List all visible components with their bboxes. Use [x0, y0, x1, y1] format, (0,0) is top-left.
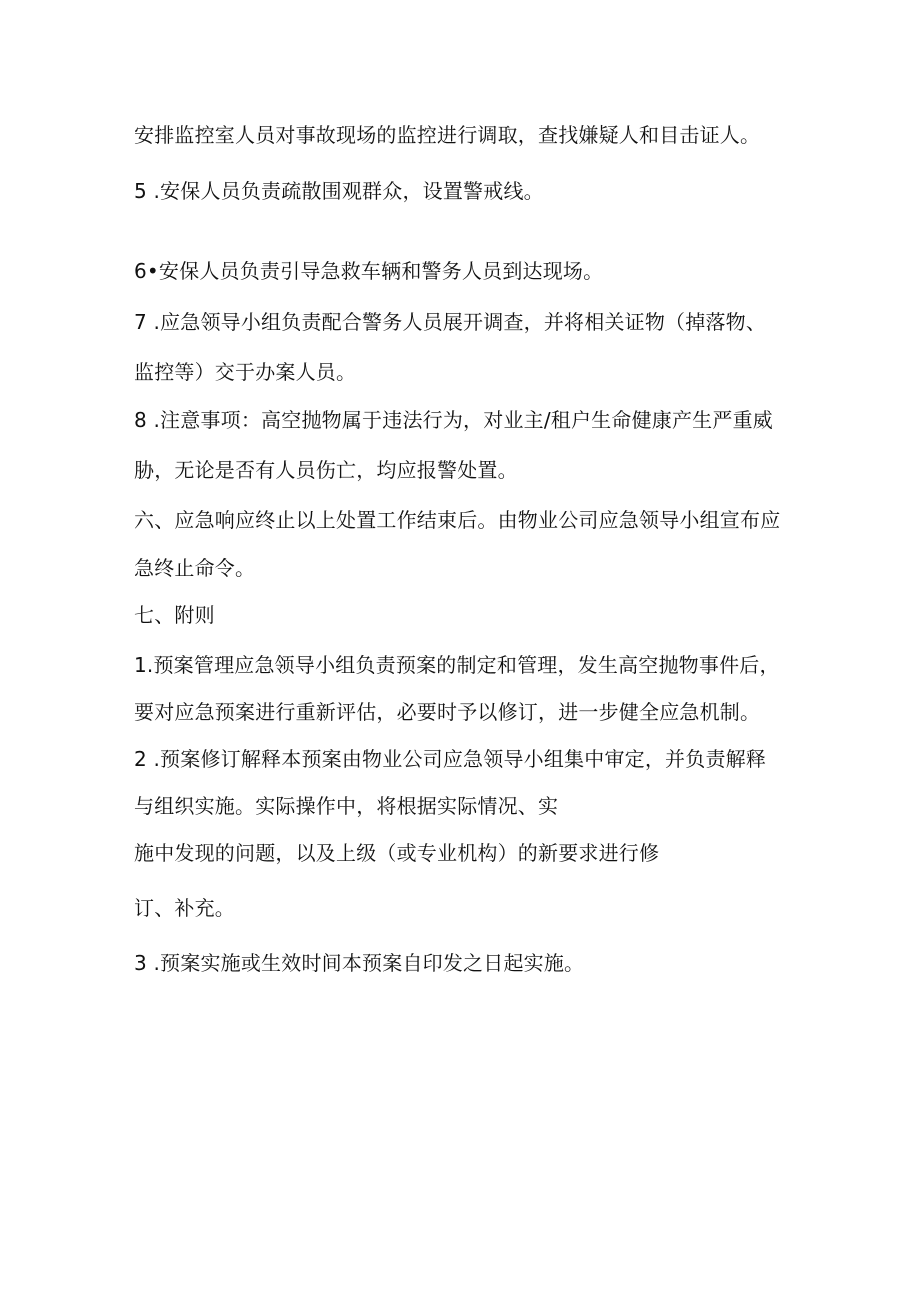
text-line: 胁，无论是否有人员伤亡，均应报警处置。 — [134, 458, 518, 482]
text-line: 安排监控室人员对事故现场的监控进行调取，查找嫌疑人和目击证人。 — [134, 123, 761, 147]
text-line: 3 .预案实施或生效时间本预案自印发之日起实施。 — [134, 951, 585, 975]
text-line: 急终止命令。 — [134, 556, 256, 580]
text-line: 6•安保人员负责引导急救车辆和警务人员到达现场。 — [134, 259, 604, 283]
text-line: 要对应急预案进行重新评估，必要时予以修订，进一步健全应急机制。 — [134, 700, 761, 724]
text-line: 1.预案管理应急领导小组负责预案的制定和管理，发生高空抛物事件后， — [134, 653, 780, 677]
text-line: 六、应急响应终止以上处置工作结束后。由物业公司应急领导小组宣布应 — [134, 508, 781, 532]
text-line: 与组织实施。实际操作中，将根据实际情况、实 — [134, 794, 559, 818]
text-line: 监控等）交于办案人员。 — [134, 360, 357, 384]
text-line: 5 .安保人员负责疏散围观群众，设置警戒线。 — [134, 179, 544, 203]
text-line: 2 .预案修订解释本预案由物业公司应急领导小组集中审定，并负责解释 — [134, 747, 767, 771]
text-line: 8 .注意事项：高空抛物属于违法行为，对业主/租户生命健康产生严重威 — [134, 408, 773, 432]
text-line: 订、补充。 — [134, 896, 235, 920]
text-line: 7 .应急领导小组负责配合警务人员展开调查，并将相关证物（掉落物、 — [134, 310, 767, 334]
text-line: 施中发现的问题，以及上级（或专业机构）的新要求进行修 — [134, 841, 660, 865]
section-heading: 七、附则 — [134, 603, 215, 627]
